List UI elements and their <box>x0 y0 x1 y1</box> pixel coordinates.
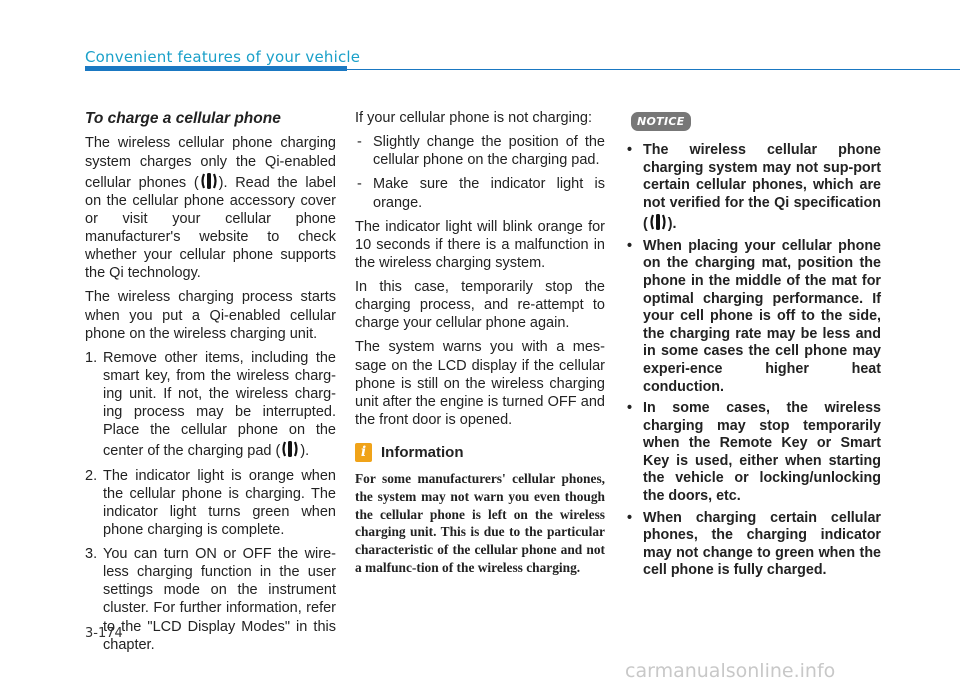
header-accent-bar <box>85 66 347 71</box>
dash-marker: - <box>357 134 362 151</box>
information-header <box>355 443 605 462</box>
bullet-marker: • <box>627 509 633 526</box>
page-header <box>85 46 960 72</box>
paragraph-process: The wireless charging process starts when you put a Qi-enabled cellular phone on the wireless charging unit. <box>85 289 336 342</box>
text-run: ). <box>300 443 310 460</box>
text-run: You can turn ON or OFF the wire-less charging function in the user settings mode on the instrument cluster. For further information, refer to the "LCD Display Modes" in this chapter. <box>103 546 336 653</box>
information-text: For some manufacturers' cellular phones, the system may not warn you even though the cellular phone is left on the wireless charging unit. This is due to the particular characteristic of the cellular phone and not a malfunc-tion of the wireless charging. <box>355 471 605 576</box>
section-title: Convenient features of your vehicle <box>85 48 361 66</box>
list-item <box>85 467 336 540</box>
list-item <box>625 510 881 580</box>
text-run: When charging certain cellular phones, the charging indicator may not change to green when the cell phone is fully charged. <box>643 509 881 579</box>
text-run: Slightly change the position of the cellular phone on the charging pad. <box>373 134 605 169</box>
dash-list <box>355 133 605 212</box>
information-title: Information <box>381 444 464 461</box>
text-run: Make sure the indicator light is orange. <box>373 176 605 211</box>
paragraph-warning: The system warns you with a mes-sage on the LCD display if the cellular phone is still on the wireless charging unit after the engine is turned OFF and the front door is opened. <box>355 339 605 428</box>
list-item <box>355 175 605 211</box>
list-item <box>625 400 881 505</box>
subsection-title: To charge a cellular phone <box>85 110 281 127</box>
bullet-marker: • <box>627 237 633 254</box>
paragraph-stop: In this case, temporarily stop the charging process, and re-attempt to charge your cellular phone again. <box>355 279 605 332</box>
list-item <box>355 133 605 169</box>
paragraph-blink: The indicator light will blink orange for 10 seconds if there is a malfunction in the wireless charging system. <box>355 218 605 271</box>
text-run: ). Read the label on the cellular phone accessory cover or visit your cellular phone manufacturer's website to check whether your cellular phone supports the Qi technology. <box>85 174 336 282</box>
text-run: The indicator light is orange when the cellular phone is charging. The indicator light turns green when phone charging is complete. <box>103 467 336 538</box>
notice-list <box>625 142 881 580</box>
step-number: 1. <box>85 349 98 366</box>
bullet-marker: • <box>627 142 633 158</box>
right-column <box>625 106 881 584</box>
steps-list <box>85 349 336 654</box>
middle-column <box>355 109 605 577</box>
paragraph-not-charging: If your cellular phone is not charging: <box>355 110 592 126</box>
notice-badge: NOTICE <box>631 112 691 131</box>
qi-wireless-icon <box>649 212 667 232</box>
text-run: In some cases, the wireless charging may stop temporarily when the Remote Key or Smart Key is used, either when starting the vehicle or locking/unlocking the doors, etc. <box>643 400 881 504</box>
text-run: The wireless cellular phone charging system may not sup-port certain cellular phones, which are not verified for the Qi specification ( <box>643 142 881 233</box>
text-run: When placing your cellular phone on the charging mat, position the phone in the middle of the mat for optimal charging performance. If your cell phone is off to the side, the charging rate may be less and in some cases the cell phone may experi-ence higher heat conduction. <box>643 237 881 395</box>
watermark: carmanualsonline.info <box>625 660 836 682</box>
list-item <box>625 142 881 234</box>
page-number: 3-174 <box>85 626 123 641</box>
text-run: The wireless cellular phone charging system charges only the Qi-enabled cellular phones ( <box>85 135 336 191</box>
bullet-marker: • <box>627 400 633 417</box>
information-icon: i <box>355 443 372 462</box>
text-run: Remove other items, including the smart key, from the wireless charg-ing unit. If not, the wireless charg-ing process may be interrupted. Place the cellular phone on the center of the charging pad ( <box>103 349 336 460</box>
step-number: 3. <box>85 546 98 562</box>
qi-wireless-icon <box>281 439 299 459</box>
list-item <box>625 238 881 396</box>
list-item <box>85 349 336 461</box>
qi-wireless-icon <box>200 171 218 191</box>
header-rule <box>347 69 960 70</box>
dash-marker: - <box>357 176 362 193</box>
text-run: ). <box>667 216 677 233</box>
step-number: 2. <box>85 467 98 484</box>
left-column <box>85 109 336 660</box>
paragraph-qi-intro <box>85 134 336 282</box>
